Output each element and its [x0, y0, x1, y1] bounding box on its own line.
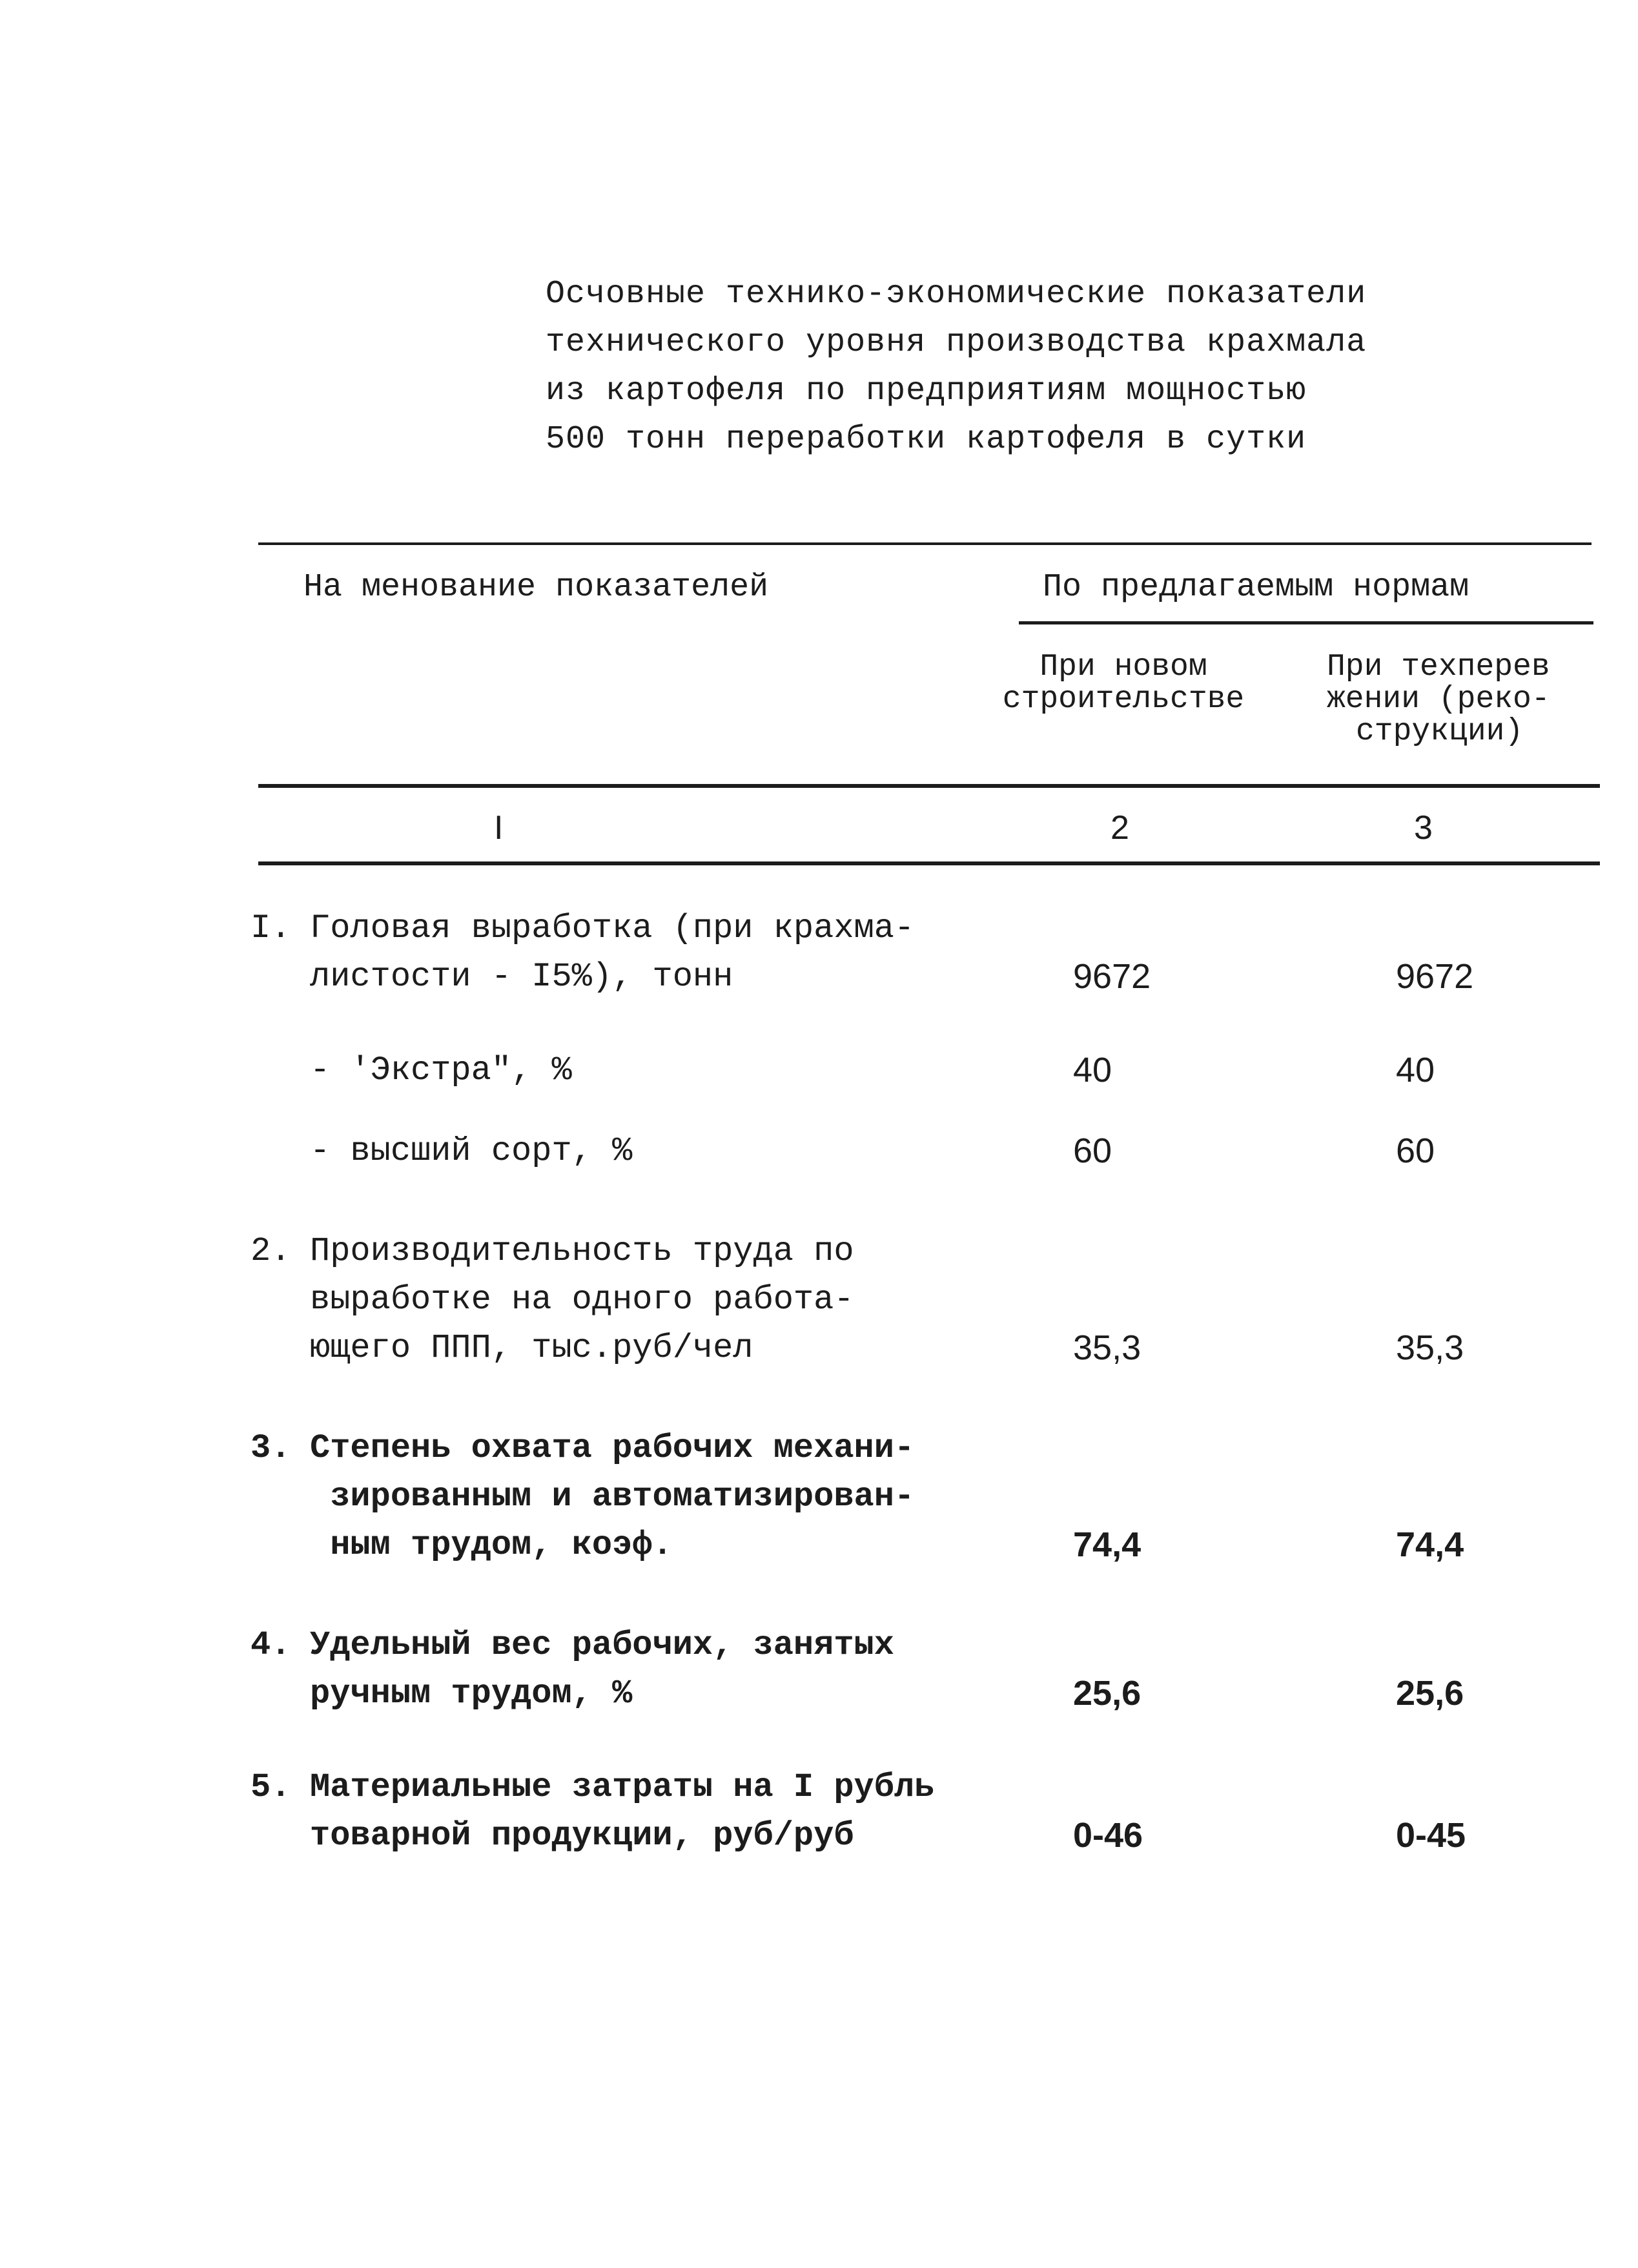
row-label-line: товарной продукции, руб/руб [310, 1817, 854, 1855]
row-value-col2: 35,3 [1073, 1328, 1141, 1367]
row-label [310, 1424, 914, 1569]
row-label [310, 1127, 632, 1175]
row-value-col3: 60 [1396, 1131, 1435, 1170]
column-number-2: 2 [1111, 809, 1129, 847]
header-col3 [1327, 651, 1598, 748]
row-label [310, 1621, 894, 1718]
header-col2-line: При новом [1039, 650, 1207, 685]
title-line: из картофеля по предприятиям мощностью [546, 373, 1307, 409]
row-number: 3. [251, 1429, 291, 1467]
row-value-col2: 9672 [1073, 957, 1151, 996]
row-label-line: - высший сорт, % [310, 1132, 633, 1170]
row-value-col3: 0-45 [1396, 1816, 1466, 1855]
row-value-col3: 35,3 [1396, 1328, 1464, 1367]
row-label-line: выработке на одного работа- [310, 1281, 854, 1319]
header-col2 [981, 651, 1265, 716]
row-value-col3: 25,6 [1396, 1674, 1464, 1713]
row-label-line: зированным и автоматизирован- [310, 1478, 915, 1516]
header-group: По предлагаемым нормам [1043, 569, 1469, 606]
row-value-col2: 0-46 [1073, 1816, 1143, 1855]
table-top-rule [258, 542, 1592, 545]
row-label [310, 1227, 854, 1372]
header-bottom-rule [258, 784, 1600, 788]
row-value-col3: 40 [1396, 1051, 1435, 1089]
header-group-rule [1019, 621, 1593, 624]
row-label [310, 1763, 934, 1860]
row-label-line: Производительность труда по [310, 1232, 854, 1270]
title-line: Осчовные технико-экономические показатели [546, 276, 1367, 313]
row-value-col3: 74,4 [1396, 1525, 1464, 1564]
row-label-line: Степень охвата рабочих механи- [310, 1429, 915, 1467]
row-value-col2: 60 [1073, 1131, 1112, 1170]
row-number: 4. [251, 1626, 291, 1664]
header-col2-line: строительстве [1002, 682, 1245, 717]
row-label-line: - 'Экстра", % [310, 1051, 572, 1089]
column-numbers-rule [258, 861, 1600, 865]
row-value-col2: 74,4 [1073, 1525, 1141, 1564]
document-title [546, 270, 1366, 464]
row-label-line: Головая выработка (при крахма- [310, 909, 915, 947]
row-value-col2: 25,6 [1073, 1674, 1141, 1713]
row-number: 5. [251, 1768, 291, 1806]
row-label-line: листости - I5%), тонн [310, 958, 733, 996]
column-number-3: 3 [1414, 809, 1433, 847]
row-number: 2. [251, 1232, 291, 1270]
row-label-line: ным трудом, коэф. [310, 1526, 673, 1564]
header-name-column: На менование показателей [303, 569, 769, 606]
row-label-line: ющего ППП, тыс.руб/чел [310, 1329, 753, 1367]
row-label-line: Материальные затраты на I рубль [310, 1768, 935, 1806]
row-number: I. [251, 909, 291, 947]
title-line: 500 тонн переработки картофеля в сутки [546, 421, 1307, 458]
row-label [310, 904, 914, 1001]
header-col3-line: При техперев [1327, 650, 1550, 685]
row-label [310, 1046, 572, 1095]
row-value-col2: 40 [1073, 1051, 1112, 1089]
row-value-col3: 9672 [1396, 957, 1474, 996]
row-label-line: Удельный вес рабочих, занятых [310, 1626, 894, 1664]
row-label-line: ручным трудом, % [310, 1675, 633, 1713]
column-number-1: I [494, 809, 504, 847]
header-col3-line: жении (реко- [1327, 682, 1550, 717]
header-col3-line: струкции) [1356, 714, 1524, 749]
title-line: технического уровня производства крахмала [546, 324, 1367, 361]
